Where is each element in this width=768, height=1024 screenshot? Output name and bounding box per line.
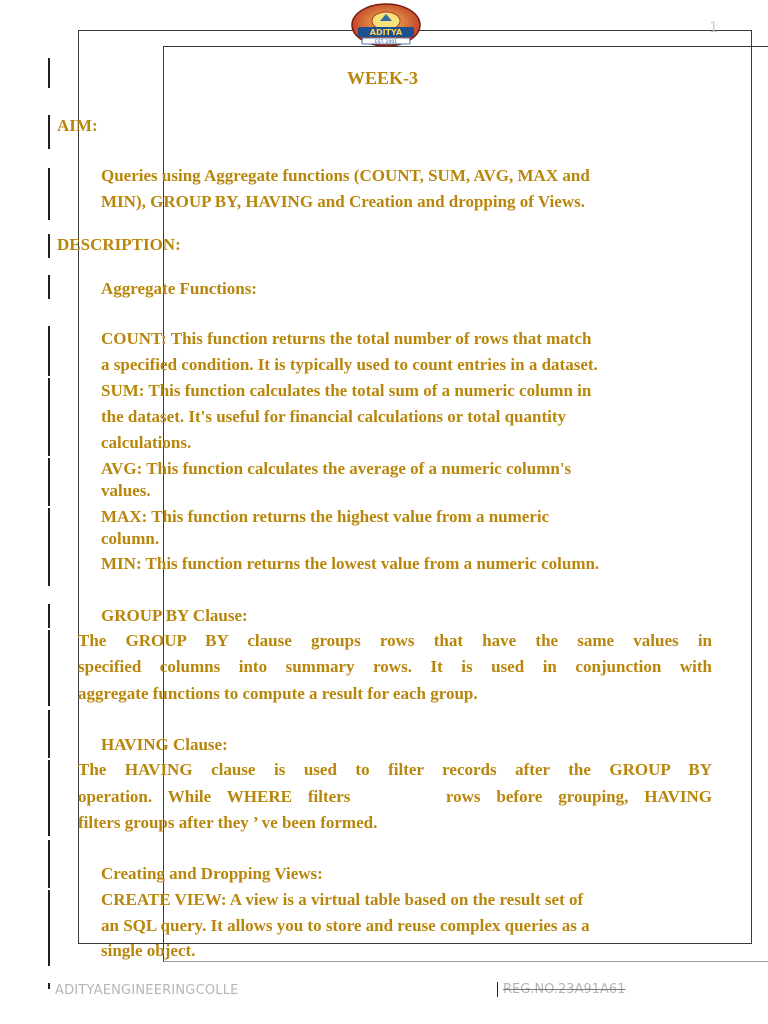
having-line: The HAVING clause is used to filter records after the GROUP BY: [78, 760, 712, 779]
footer-reg-number: REG.NO.23A91A61: [497, 982, 625, 997]
page-title: WEEK-3: [347, 68, 419, 88]
change-bar: [48, 275, 50, 299]
change-bar: [48, 890, 50, 966]
change-bar: [48, 630, 50, 706]
change-bar: [48, 458, 50, 506]
change-bar: [48, 58, 50, 88]
change-bar: [48, 378, 50, 456]
aggregate-line: calculations.: [101, 433, 192, 452]
group-by-line: aggregate functions to compute a result for each group.: [78, 684, 478, 703]
aggregate-line: a specified condition. It is typically used to count entries in a dataset.: [101, 355, 598, 374]
aggregate-line: COUNT: This function returns the total number of rows that match: [101, 329, 592, 348]
change-bar: [48, 710, 50, 758]
views-heading: Creating and Dropping Views:: [101, 864, 323, 883]
college-logo: [350, 3, 422, 47]
change-bar: [48, 604, 50, 628]
aggregate-line: values.: [101, 481, 151, 500]
change-bar: [48, 508, 50, 586]
group-by-heading: GROUP BY Clause:: [101, 606, 248, 625]
views-line: single object.: [101, 941, 196, 960]
aggregate-line: the dataset. It's useful for financial calculations or total quantity: [101, 407, 566, 426]
views-line: an SQL query. It allows you to store and reuse complex queries as a: [101, 916, 590, 935]
change-bar: [48, 234, 50, 258]
aggregate-line: MIN: This function returns the lowest value from a numeric column.: [101, 554, 600, 573]
group-by-line: The GROUP BY clause groups rows that have the same values in: [78, 631, 712, 650]
page-number: 1: [709, 20, 718, 36]
footer-mark: [48, 983, 50, 989]
aim-line: MIN), GROUP BY, HAVING and Creation and dropping of Views.: [101, 192, 585, 211]
aggregate-line: SUM: This function calculates the total sum of a numeric column in: [101, 381, 592, 400]
aggregate-line: AVG: This function calculates the average of a numeric column's: [101, 459, 572, 478]
having-heading: HAVING Clause:: [101, 735, 228, 754]
views-line: CREATE VIEW: A view is a virtual table based on the result set of: [101, 890, 584, 909]
change-bar: [48, 115, 50, 149]
change-bar: [48, 840, 50, 888]
margin-change-bars: [48, 58, 51, 978]
logo-text: ADITYA: [369, 28, 403, 37]
change-bar: [48, 326, 50, 376]
aggregate-line: column.: [101, 529, 160, 548]
logo-ribbon: EST. 2001: [374, 40, 398, 45]
aggregate-functions-heading: Aggregate Functions:: [101, 279, 257, 298]
having-line: operation. While WHERE filters rows before grouping, HAVING: [78, 787, 712, 806]
aggregate-line: MAX: This function returns the highest value from a numeric: [101, 507, 550, 526]
change-bar: [48, 168, 50, 220]
aim-heading: AIM:: [57, 116, 98, 135]
description-heading: DESCRIPTION:: [57, 235, 181, 254]
group-by-line: specified columns into summary rows. It is used in conjunction with: [78, 657, 712, 676]
footer-college-name: ADITYAENGINEERINGCOLLE: [55, 983, 239, 998]
change-bar: [48, 760, 50, 836]
having-line: filters groups after they ’ ve been formed.: [78, 813, 378, 832]
aim-line: Queries using Aggregate functions (COUNT, SUM, AVG, MAX and: [101, 166, 590, 185]
